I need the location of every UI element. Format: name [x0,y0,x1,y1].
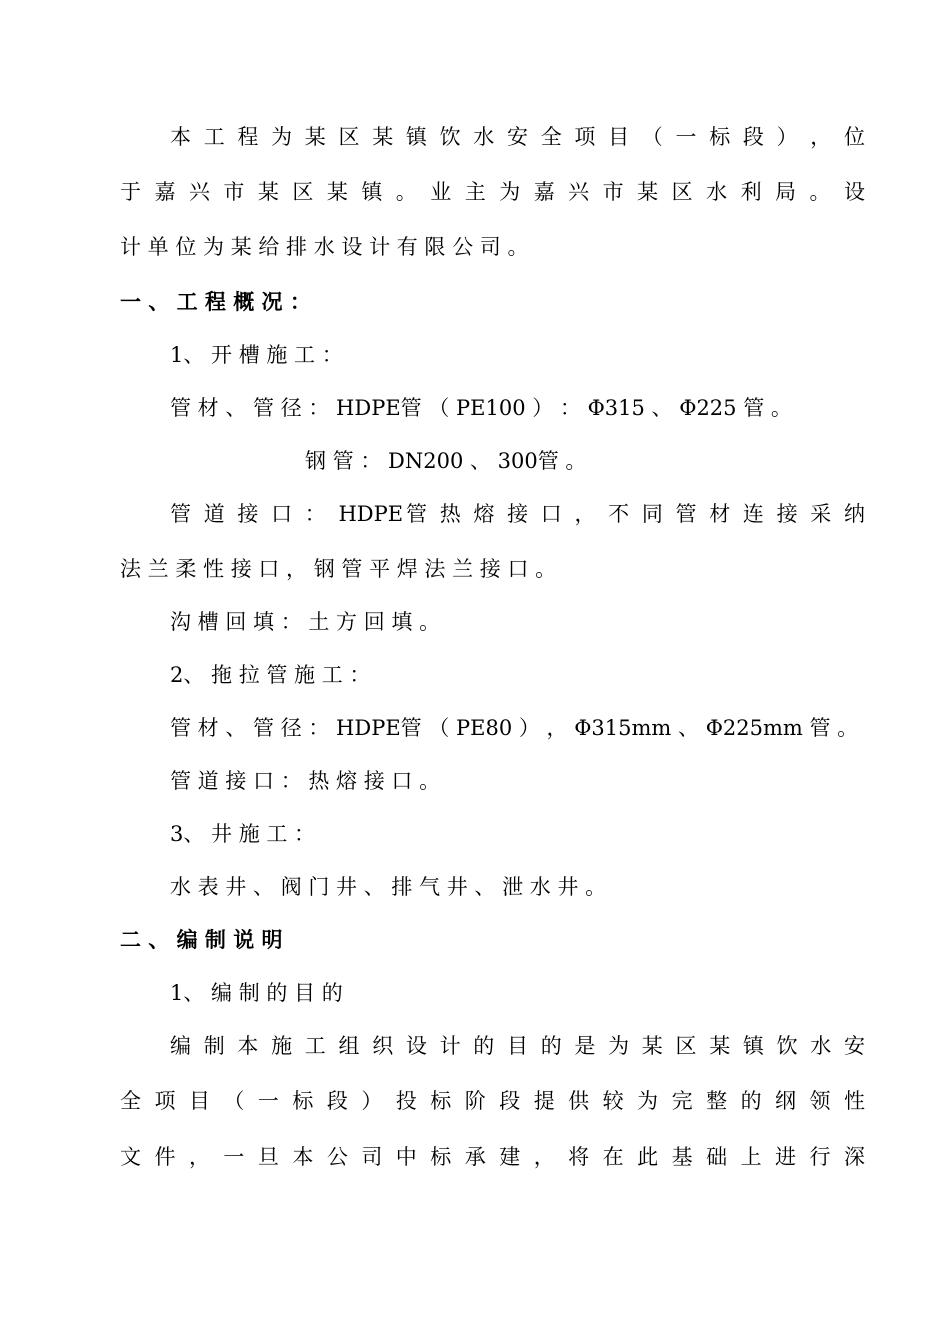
purpose-line-1: 编 制 本 施 工 组 织 设 计 的 目 的 是 为 某 区 某 镇 饮 水 安 [170,1034,865,1058]
purpose-line-2: 全 项 目 （ 一 标 段 ） 投 标 阶 段 提 供 较 为 完 整 的 纲 领 性 [120,1089,865,1113]
steel-pipe-line: 钢 管 ： DN200 、 300管 。 [305,449,587,473]
subheading-pull-pipe: 2、 拖 拉 管 施 工 ： [170,663,371,687]
trench-backfill-line: 沟 槽 回 填 ： 土 方 回 填 。 [170,610,441,634]
section-heading-compilation: 二 、 编 制 说 明 [120,927,283,952]
subheading-well-construction: 3、 井 施 工 ： [170,822,316,846]
section-heading-overview: 一 、 工 程 概 况 ： [120,289,311,314]
pull-pipe-material-line: 管 材 、 管 径 ： HDPE管 （ PE80 ） ， Φ315mm 、 Φ225mm 管 。 [170,716,859,740]
pipe-joint-line-1: 管 道 接 口 ： HDPE管 热 熔 接 口 ， 不 同 管 材 连 接 采 纳 [170,502,865,526]
subheading-trench-construction: 1、 开 槽 施 工 ： [170,343,343,367]
paragraph-line-3: 计 单 位 为 某 给 排 水 设 计 有 限 公 司 。 [120,235,529,259]
purpose-line-3: 文 件 ， 一 旦 本 公 司 中 标 承 建 ， 将 在 此 基 础 上 进 行 深 [120,1145,865,1169]
pipe-material-line: 管 材 、 管 径 ： HDPE管 （ PE100 ） ： Φ315 、 Φ225 管 。 [170,396,792,420]
subheading-purpose: 1、 编 制 的 目 的 [170,981,343,1005]
paragraph-line-1: 本 工 程 为 某 区 某 镇 饮 水 安 全 项 目 （ 一 标 段 ） ， 位 [170,125,865,149]
pull-pipe-joint-line: 管 道 接 口 ： 热 熔 接 口 。 [170,769,441,793]
pipe-joint-line-2: 法 兰 柔 性 接 口 ， 钢 管 平 焊 法 兰 接 口 。 [120,557,557,581]
paragraph-line-2: 于 嘉 兴 市 某 区 某 镇 。 业 主 为 嘉 兴 市 某 区 水 利 局 。 设 [120,180,865,204]
well-types-line: 水 表 井 、 阀 门 井 、 排 气 井 、 泄 水 井 。 [170,875,607,899]
